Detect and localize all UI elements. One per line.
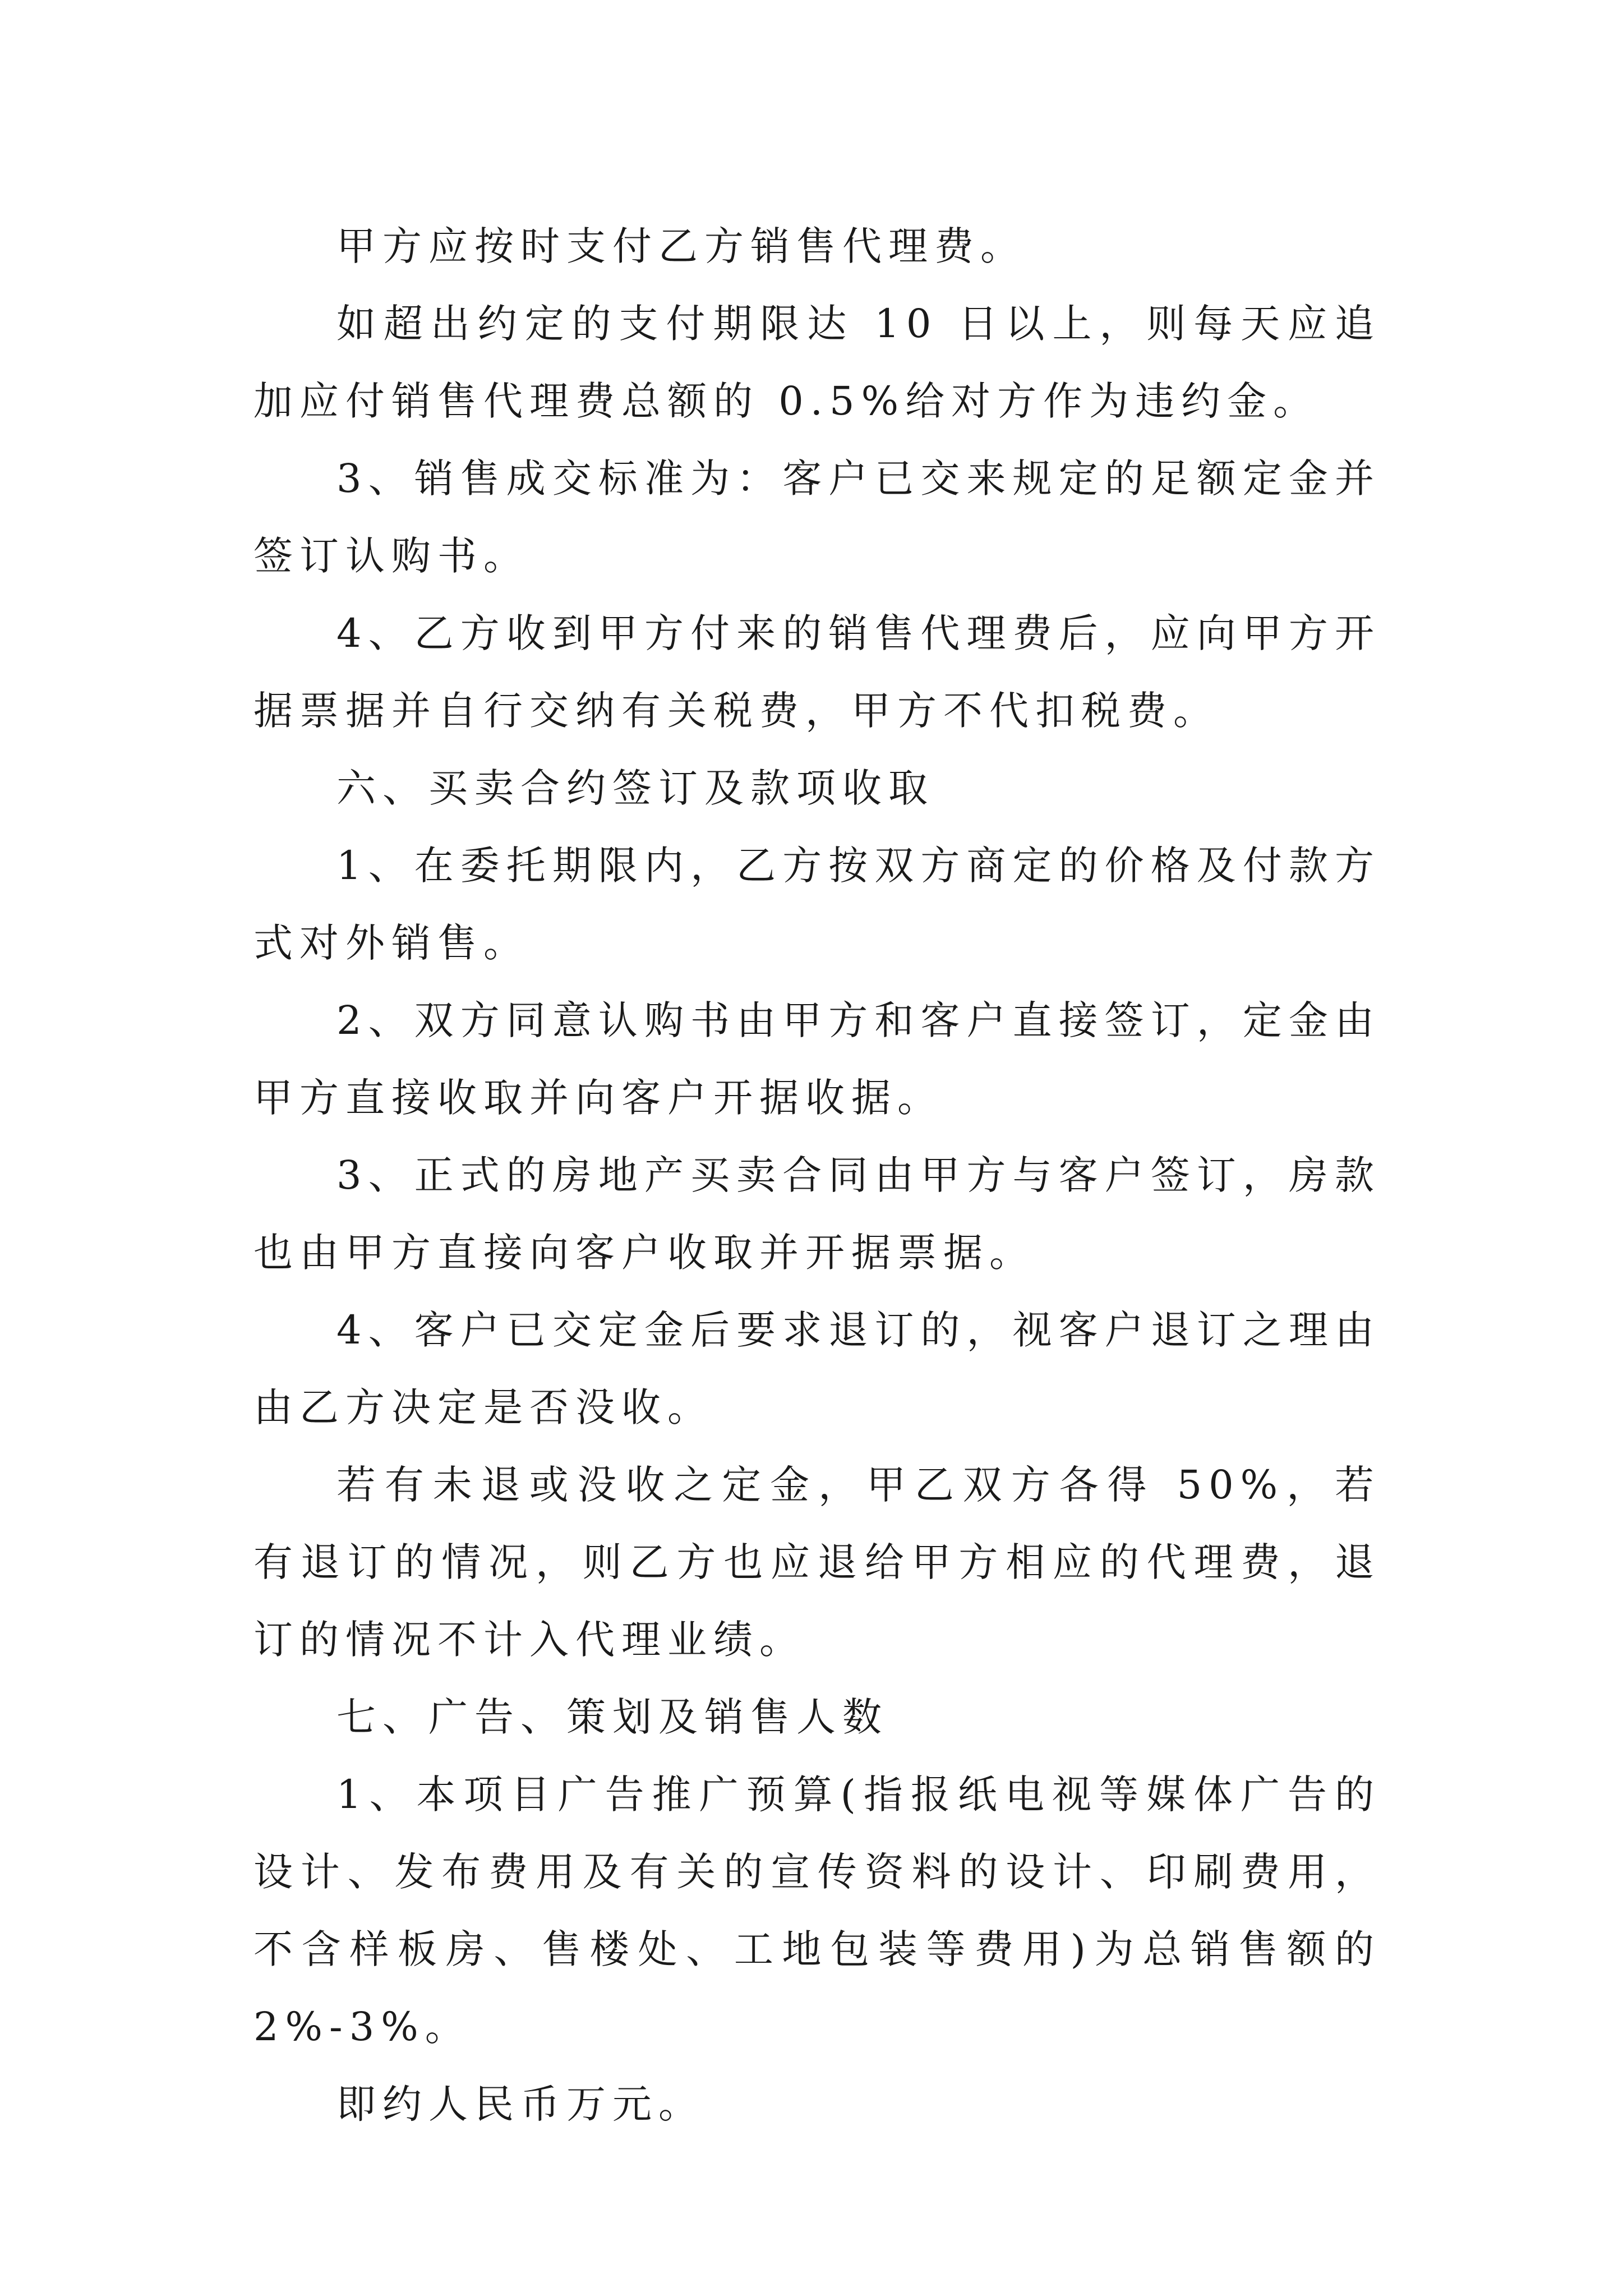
paragraph-invoice-tax: 4、乙方收到甲方付来的销售代理费后，应向甲方开据票据并自行交纳有关税费，甲方不代扣税费。 [253, 610, 1381, 734]
paragraph-deposit-split: 若有未退或没收之定金，甲乙双方各得 50%，若有退订的情况，则乙方也应退给甲方相应的代理费，退订的情况不计入代理业绩。 [253, 1462, 1381, 1663]
paragraph-refund-request: 4、客户已交定金后要求退订的，视客户退订之理由由乙方决定是否没收。 [253, 1307, 1381, 1430]
paragraph-ad-budget: 1、本项目广告推广预算(指报纸电视等媒体广告的设计、发布费用及有关的宣传资料的设计、印刷费用，不含样板房、售楼处、工地包装等费用)为总销售额的 2%-3%。 [253, 1772, 1381, 2050]
paragraph-rmb-amount: 即约人民币万元。 [336, 2081, 704, 2127]
paragraph-payment-on-time: 甲方应按时支付乙方销售代理费。 [336, 223, 1026, 269]
paragraph-late-penalty: 如超出约定的支付期限达 10 日以上，则每天应追加应付销售代理费总额的 0.5%给对方作为违约金。 [253, 301, 1381, 424]
paragraph-pricing-sales: 1、在委托期限内，乙方按双方商定的价格及付款方式对外销售。 [253, 843, 1381, 966]
section-heading-contract-payment: 六、买卖合约签订及款项收取 [336, 765, 934, 811]
section-heading-advertising: 七、广告、策划及销售人数 [336, 1694, 888, 1740]
paragraph-subscription-deposit: 2、双方同意认购书由甲方和客户直接签订，定金由甲方直接收取并向客户开据收据。 [253, 997, 1381, 1121]
document-body [253, 208, 1381, 2143]
paragraph-sale-standard: 3、销售成交标准为：客户已交来规定的足额定金并签订认购书。 [253, 455, 1381, 579]
paragraph-formal-contract: 3、正式的房地产买卖合同由甲方与客户签订，房款也由甲方直接向客户收取并开据票据。 [253, 1152, 1381, 1276]
